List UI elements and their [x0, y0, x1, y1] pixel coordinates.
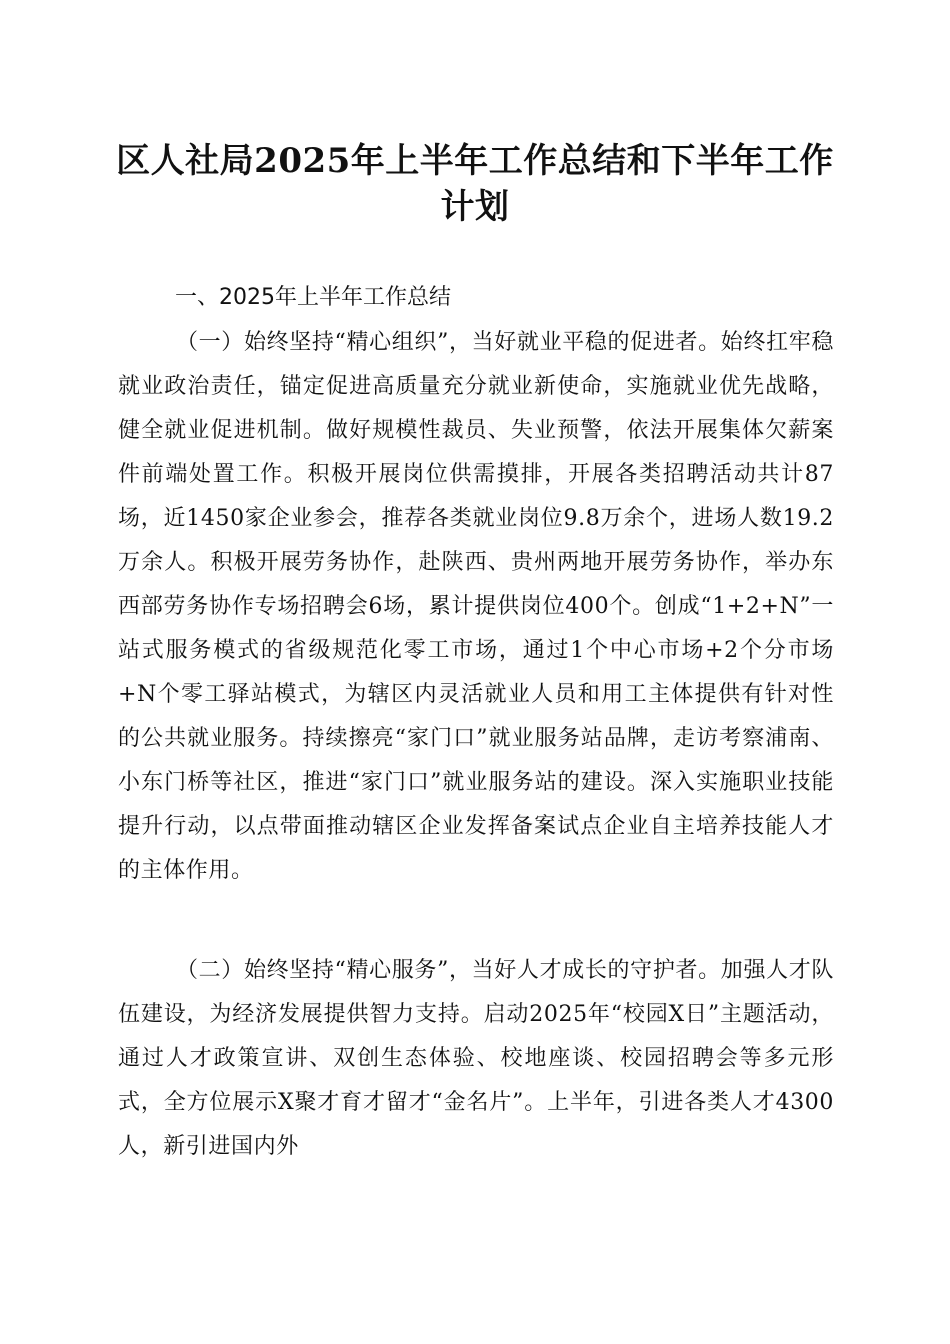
section-heading: 一、2025年上半年工作总结 [175, 285, 451, 310]
paragraph-employment: （一）始终坚持“精心组织”，当好就业平稳的促进者。始终扛牢稳就业政治责任，锚定促进高质量充分就业新使命，实施就业优先战略，健全就业促进机制。做好规模性裁员、失业预警，依法开展集体欠薪案件前端处置工作。积极开展岗位供需摸排，开展各类招聘活动共计87场，近1450家企业参会，推荐各类就业岗位9.8万余个，进场人数19.2万余人。积极开展劳务协作，赴陕西、贵州两地开展劳务协作，举办东西部劳务协作专场招聘会6场，累计提供岗位400个。创成“1+2+N”一站式服务模式的省级规范化零工市场，通过1个中心市场+2个分市场+N个零工驿站模式，为辖区内灵活就业人员和用工主体提供有针对性的公共就业服务。持续擦亮“家门口”就业服务站品牌，走访考察浦南、小东门桥等社区，推进“家门口”就业服务站的建设。深入实施职业技能提升行动，以点带面推动辖区企业发挥备案试点企业自主培养技能人才的主体作用。 [118, 330, 834, 883]
paragraph-talent: （二）始终坚持“精心服务”，当好人才成长的守护者。加强人才队伍建设，为经济发展提供智力支持。启动2025年“校园X日”主题活动，通过人才政策宣讲、双创生态体验、校地座谈、校园招聘会等多元形式，全方位展示X聚才育才留才“金名片”。上半年，引进各类人才4300人，新引进国内外 [118, 958, 834, 1159]
document-title: 区人社局2025年上半年工作总结和下半年工作计划 [116, 141, 834, 227]
